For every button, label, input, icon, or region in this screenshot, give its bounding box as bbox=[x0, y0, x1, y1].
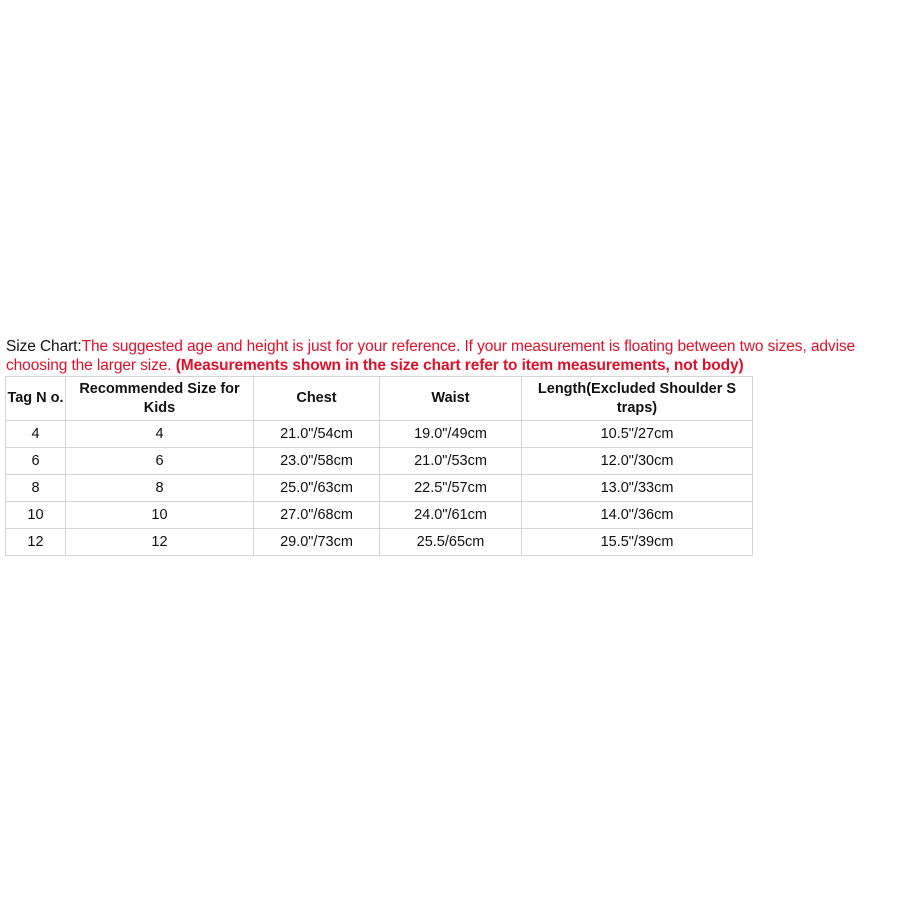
cell-tag-no: 4 bbox=[6, 421, 66, 448]
cell-recommended-size: 12 bbox=[66, 529, 254, 556]
cell-length: 13.0"/33cm bbox=[522, 475, 753, 502]
cell-waist: 25.5/65cm bbox=[380, 529, 522, 556]
size-chart-note bbox=[6, 337, 898, 375]
header-recommended-size: Recommended Size for Kids bbox=[66, 377, 254, 421]
cell-chest: 27.0"/68cm bbox=[254, 502, 380, 529]
table-row bbox=[6, 448, 753, 475]
table-row bbox=[6, 421, 753, 448]
size-table bbox=[5, 376, 753, 556]
size-chart-label: Size Chart: bbox=[6, 338, 82, 355]
size-advice-text: The suggested age and height is just for your reference. If your measurement is floating between two sizes, advise choosing the larger size. bbox=[6, 338, 856, 374]
header-waist: Waist bbox=[380, 377, 522, 421]
cell-chest: 21.0"/54cm bbox=[254, 421, 380, 448]
cell-waist: 24.0"/61cm bbox=[380, 502, 522, 529]
header-chest: Chest bbox=[254, 377, 380, 421]
cell-chest: 25.0"/63cm bbox=[254, 475, 380, 502]
cell-recommended-size: 6 bbox=[66, 448, 254, 475]
header-length: Length(Excluded Shoulder S traps) bbox=[522, 377, 753, 421]
cell-tag-no: 10 bbox=[6, 502, 66, 529]
cell-length: 10.5"/27cm bbox=[522, 421, 753, 448]
cell-waist: 19.0"/49cm bbox=[380, 421, 522, 448]
header-tag-no: Tag N o. bbox=[6, 377, 66, 421]
cell-length: 12.0"/30cm bbox=[522, 448, 753, 475]
cell-tag-no: 12 bbox=[6, 529, 66, 556]
cell-recommended-size: 8 bbox=[66, 475, 254, 502]
cell-recommended-size: 4 bbox=[66, 421, 254, 448]
cell-tag-no: 8 bbox=[6, 475, 66, 502]
cell-waist: 22.5"/57cm bbox=[380, 475, 522, 502]
table-row bbox=[6, 475, 753, 502]
cell-recommended-size: 10 bbox=[66, 502, 254, 529]
cell-chest: 23.0"/58cm bbox=[254, 448, 380, 475]
cell-length: 14.0"/36cm bbox=[522, 502, 753, 529]
cell-length: 15.5"/39cm bbox=[522, 529, 753, 556]
table-header-row bbox=[6, 377, 753, 421]
table-row bbox=[6, 502, 753, 529]
cell-waist: 21.0"/53cm bbox=[380, 448, 522, 475]
measurement-disclaimer: (Measurements shown in the size chart refer to item measurements, not body) bbox=[175, 357, 744, 374]
table-row bbox=[6, 529, 753, 556]
cell-tag-no: 6 bbox=[6, 448, 66, 475]
cell-chest: 29.0"/73cm bbox=[254, 529, 380, 556]
